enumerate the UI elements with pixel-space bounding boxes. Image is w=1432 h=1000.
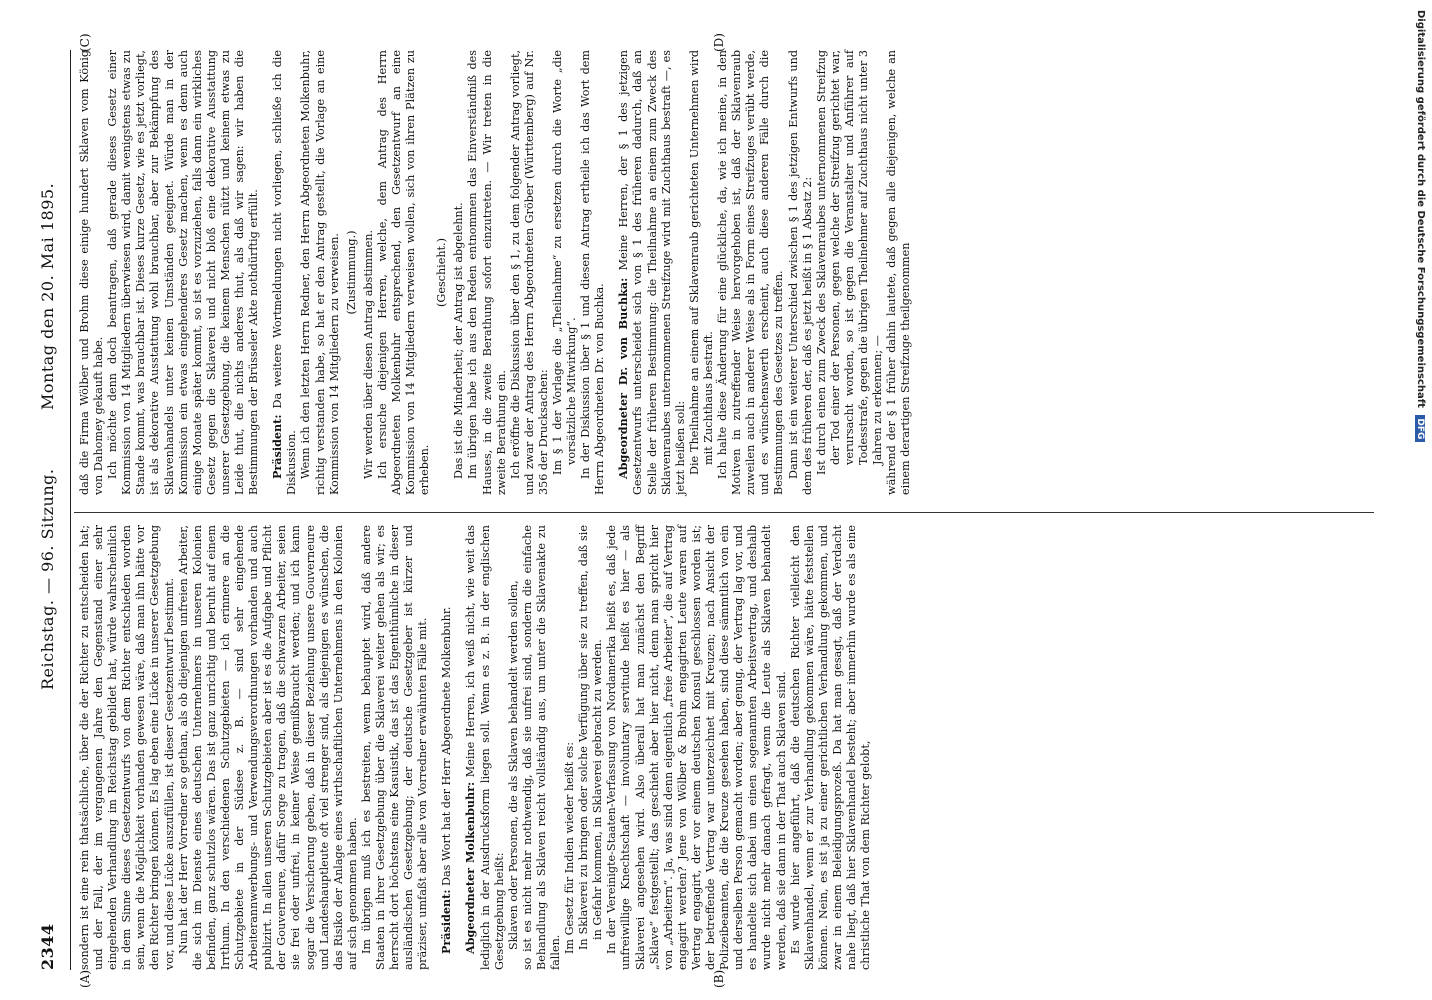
dfg-sidebar xyxy=(1410,10,1426,990)
document-page xyxy=(12,30,1392,990)
quotation: Die Theilnahme an einem auf Sklavenraub gerichteten Unternehmen wird mit Zuchthaus bestraft. xyxy=(687,50,715,475)
paragraph: Es wurde hier angeführt, daß die deutschen Richter vielleicht den Sklavenhandel, wenn er zur Verhandlung gekommen wäre, hätte feststellen können. Nein, es ist ja zu einer gerichtlichen Verhandlung gekommen, und zwar in einem Beleidigungsprozeß. Da hat man gesagt, daß der Verdacht nahe liegt, daß hier Sklavenhandel besteht; aber immerhin wurde es als eine christliche That von dem Richter gelobt, xyxy=(788,525,873,970)
speaker-label: Abgeordneter Molkenbuhr: xyxy=(463,781,478,954)
paragraph: Im übrigen muß ich es bestreiten, wenn behauptet wird, daß andere Staaten in ihrer Gesetzgebung über die Sklaverei weiter gehen als wir; es herrscht dort höchstens eine Kasuistik, das ist das Eigenthümliche in dieser ausländischen Gesetzgebung; der deutsche Gesetzgeber ist kürzer und präziser, umfaßt aber alle von Vorredner erwähnten Fälle mit. xyxy=(359,525,430,970)
right-column xyxy=(78,50,913,495)
statement-text: Da weitere Wortmeldungen nicht vorliegen, schließe ich die Diskussion. xyxy=(271,50,299,495)
column-divider xyxy=(74,512,1374,513)
dfg-credit-text: Digitalisierung gefördert durch die Deutsche Forschungsgemeinschaft xyxy=(1415,10,1426,408)
speech-text: Meine Herren, der § 1 des jetzigen Gesetzentwurfs unterscheidet sich von § 1 des früheren dadurch, daß an Stelle der früheren Bestimmung: die Theilnahme an einem zum Zweck des Sklavenraubes unternommenen Streifzuge wird mit Zuchthaus bestraft —, es jetzt heißen soll: xyxy=(617,50,687,495)
paragraph: Ich halte diese Änderung für eine glückliche, da, wie ich meine, in den Motiven in zutreffender Weise hervorgehoben ist, daß der Sklavenraub zuweilen auch in anderer Weise als in Form eines Streifzuges verübt werde, und es wünschenswerth erscheint, auch diese anderen Fälle durch die Bestimmungen des Gesetzes zu treffen. xyxy=(716,50,786,495)
president-statement xyxy=(439,525,454,970)
president-statement xyxy=(270,50,299,495)
reaction: (Geschieht.) xyxy=(435,238,449,307)
paragraph: so ist es nicht mehr nothwendig, daß sie unfrei sind, sondern die einfache Behandlung als Sklaven reicht vollständig aus, um unter die Sklavenakte zu fallen. xyxy=(520,525,562,970)
paragraph: sondern ist eine rein thatsächliche, über die der Richter zu entscheiden hat; und der Fall, der im vergangenen Jahre den Gegenstand einer sehr eingehenden Verhandlung im Reichstag gebildet hat, würde wahrscheinlich in dem Sinne dieses Gesetzentwurfs von dem Richter entschieden worden sein, wenn die Möglichkeit vorhanden gewesen wäre, daß man ihn hätte vor den Richter bringen können. Es lag eben eine Lücke in unserer Gesetzgebung vor, und diese Lücke auszufüllen, ist dieser Gesetzentwurf bestimmt. xyxy=(78,525,176,970)
quotation: In Sklaverei zu bringen oder solche Verfügung über sie zu treffen, daß sie in Gefahr kommen, in Sklaverei gebracht zu werden. xyxy=(577,525,605,950)
amendment-quote: Im § 1 der Vorlage die „Theilnahme“ zu ersetzen durch die Worte „die vorsätzliche Mitwirkung“. xyxy=(551,50,579,475)
page-number: 2344 xyxy=(38,923,57,970)
paragraph: daß die Firma Wölber und Brohm diese einige hundert Sklaven vom König von Dahomey gekauft habe. xyxy=(78,50,106,495)
speaker-label: Abgeordneter Dr. von Buchka: xyxy=(616,277,631,479)
paragraph: Ich möchte denn doch beantragen, daß gerade dieses Gesetz einer Kommission von 14 Mitgliedern überwiesen wird, damit wenigstens etwas zu Stande kommt, was brauchbar ist. Dieses kurze Gesetz, wie es jetzt vorliegt, ist als dekorative Ausstattung wohl brauchbar, aber zur Bekämpfung des Sklavenhandels unter keinen Umständen geeignet. Würde man in der Kommission ein etwas eingehenderes Gesetz machen, wenn es denn auch einige Monate später kommt, so ist es vorzuziehen, falls dann ein wirkliches Gesetz gegen die Sklaverei und nicht bloß eine dekorative Ausstattung unserer Gesetzgebung, die keinem Menschen nützt und keinem etwas zu Leide thut, die nichts anderes thut, als daß wir sagen: wir haben die Bestimmungen der Brüsseler Akte nothdürftig erfüllt. xyxy=(106,50,261,495)
margin-letter-b: (B) xyxy=(712,969,726,988)
paragraph: Im Gesetz für Indien wieder heißt es: xyxy=(563,742,577,954)
dfg-logo: DFG xyxy=(1415,415,1425,442)
paragraph: Ich eröffne die Diskussion über den § 1, zu dem folgender Antrag vorliegt, und zwar der Antrag des Herrn Abgeordneten Gröber (Württemberg) auf Nr. 356 der Drucksachen: xyxy=(508,50,550,495)
page-header xyxy=(32,50,66,970)
speech-text: Meine Herren, ich weiß nicht, wie weit das lediglich in der Ausdrucksform liegen soll. Wenn es z. B. in der englischen Gesetzgebung heißt: xyxy=(464,525,506,970)
paragraph: Nun hat der Herr Vorredner so gethan, als ob diejenigen unfreien Arbeiter, die sich im Dienste eines deutschen Unternehmers in unseren Kolonien befinden, ganz schutzlos wären. Das ist ganz unrichtig und beruht auf einem Irrthum. In den verschiedenen Schutzgebieten — ich erinnere an die Schutzgebiete in der Südsee z. B. — sind sehr eingehende Arbeiterannwerbungs- und Verwendungsverordnungen vorhanden und auch publizirt. In allen unseren Schutzgebieten aber ist es die Aufgabe und Pflicht der Gouverneure, dafür Sorge zu tragen, daß die schwarzen Arbeiter, seien sie frei oder unfrei, in keiner Weise gemißbraucht werden; und ich kann sogar die Versicherung geben, daß in dieser Beziehung unsere Gouverneure und Landeshauptleute oft viel strenger sind, als diejenigen es wünschen, die das Risiko der Anlage eines wirthschaftlichen Unternehmens in den Kolonien auf sich genommen haben. xyxy=(176,525,359,970)
paragraph: Im übrigen habe ich aus den Reden entnommen das Einverständniß des Hauses, in die zweite Berathung sofort einzutreten. — Wir treten in die zweite Berathung ein. xyxy=(466,50,508,495)
paragraph: Wir werden über diesen Antrag abstimmen. xyxy=(361,229,375,479)
quotation: Sklaven oder Personen, die als Sklaven behandelt werden sollen, xyxy=(506,580,520,950)
statement-text: Das Wort hat der Herr Abgeordnete Molkenbuhr. xyxy=(440,606,454,886)
paragraph: Das ist die Minderheit; der Antrag ist abgelehnt. xyxy=(452,202,466,479)
paragraph: während der § 1 früher dahin lautete, daß gegen alle diejenigen, welche an einem derartigen Streifzuge theilgenommen xyxy=(885,50,913,495)
session-date: Montag den 20. Mai 1895. xyxy=(38,182,57,410)
dfg-credit xyxy=(1415,10,1426,442)
paragraph: Wenn ich den letzten Herrn Redner, den Herrn Abgeordneten Molkenbuhr, richtig verstanden habe, so hat er den Antrag gestellt, die Vorlage an eine Kommission von 14 Mitgliedern zu verweisen. xyxy=(299,50,341,495)
speaker-label: Präsident: xyxy=(270,414,285,479)
paragraph: In der Diskussion über § 1 und diesen Antrag ertheile ich das Wort dem Herrn Abgeordneten Dr. von Buchka. xyxy=(579,50,607,495)
margin-letter-a: (A) xyxy=(78,969,92,988)
quotation: Ist durch einen zum Zweck des Sklavenraubes unternommenen Streifzug der Tod einer der Personen, gegen welche der Streifzug gerichtet war, verursacht worden, so ist gegen die Veranstalter und Anführer auf Todesstrafe, gegen die übrigen Theilnehmer auf Zuchthaus nicht unter 3 Jahren zu erkennen; — xyxy=(814,50,885,475)
speech-molkenbuhr xyxy=(463,525,506,970)
header-rule xyxy=(70,50,71,970)
margin-letter-c: (C) xyxy=(78,33,92,52)
reaction: (Zustimmung.) xyxy=(344,230,358,315)
speech-buchka xyxy=(616,50,687,495)
left-column xyxy=(78,525,873,970)
paragraph: Dann ist ein weiterer Unterschied zwischen § 1 des jetzigen Entwurfs und dem des früheren der, daß es jetzt heißt in § 1 Absatz 2: xyxy=(786,50,814,495)
speaker-label: Präsident: xyxy=(439,889,454,954)
session-title: Reichstag. — 96. Sitzung. xyxy=(38,468,57,690)
paragraph: Ich ersuche diejenigen Herren, welche, dem Antrag des Herrn Abgeordneten Molkenbuhr entsprechend, den Gesetzentwurf an eine Kommission von 14 Mitgliedern verweisen wollen, sich von ihren Plätzen zu erheben. xyxy=(375,50,432,495)
paragraph: In der Vereinigte-Staaten-Verfassung von Nordamerika heißt es, daß jede unfreiwillige Knechtschaft — involuntary servitude heißt es hier — als Sklaverei angesehen wird. Also überall hat man zunächst den Begriff „Sklave“ festgestellt; das geschieht aber hier nicht, denn man spricht hier von „Arbeitern“. Ja, was sind denn eigentlich „freie Arbeiter“, die auf Vertrag engagirt werden? Jene von Wölber & Brohm engagirten Leute waren auf Vertrag engagirt, der vor einem deutschen Konsul geschlossen worden ist; der betreffende Vertrag war unterzeichnet mit Kreuzen; nach Ansicht der Polizeibeamten, die die Kreuze gesehen haben, sind diese sämmtlich von ein und derselben Person gemacht worden; aber genug, der Vertrag lag vor, und es handelte sich dabei um einen sogenannten Arbeitsvertrag, und deshalb wurde nicht mehr danach gefragt, wenn die Leute als Sklaven behandelt werden, daß sie dann in der That auch Sklaven sind. xyxy=(605,525,788,970)
margin-letter-d: (D) xyxy=(712,33,726,52)
